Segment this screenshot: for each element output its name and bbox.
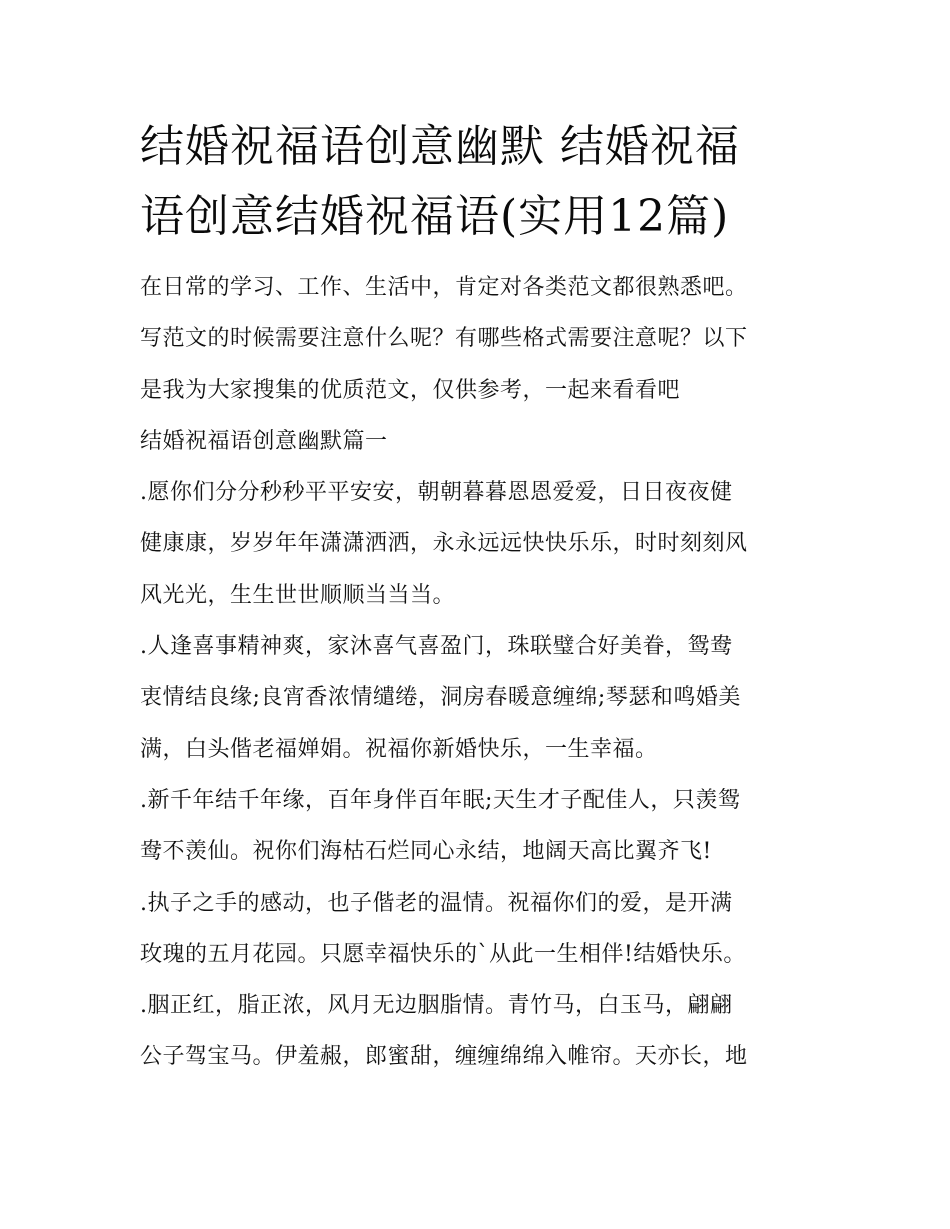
document-body: [140, 262, 820, 1083]
document-page: [140, 112, 820, 1083]
paragraph-line: 公子驾宝马。伊羞赧，郎蜜甜，缠缠绵绵入帷帘。天亦长，地: [140, 1044, 748, 1070]
paragraph-line: .执子之手的感动，也子偕老的温情。祝福你们的爱，是开满: [140, 890, 733, 916]
paragraph-line: .胭正红，脂正浓，风月无边胭脂情。青竹马，白玉马，翩翩: [140, 993, 733, 1019]
paragraph-line: 衷情结良缘;良宵香浓情缱绻，洞房春暖意缠绵;琴瑟和鸣婚美: [140, 685, 741, 711]
paragraph-line: .新千年结千年缘，百年身伴百年眠;天生才子配佳人，只羡鸳: [140, 787, 741, 813]
paragraph-line: .人逢喜事精神爽，家沐喜气喜盈门，珠联璧合好美眷，鸳鸯: [140, 634, 733, 660]
paragraph-line: .愿你们分分秒秒平平安安，朝朝暮暮恩恩爱爱，日日夜夜健: [140, 480, 733, 506]
document-title: [140, 112, 820, 252]
title-line-2: 语创意结婚祝福语(实用12篇): [140, 191, 730, 242]
paragraph-line: 风光光，生生世世顺顺当当当。: [140, 582, 456, 608]
paragraph-line: 玫瑰的五月花园。只愿幸福快乐的`从此一生相伴!结婚快乐。: [140, 941, 746, 967]
intro-line: 在日常的学习、工作、生活中，肯定对各类范文都很熟悉吧。: [140, 275, 748, 300]
paragraph-line: 满，白头偕老福婵娟。祝福你新婚快乐，一生幸福。: [140, 736, 658, 762]
title-line-1: 结婚祝福语创意幽默 结婚祝福: [140, 121, 740, 172]
paragraph-line: 鸯不羡仙。祝你们海枯石烂同心永结，地阔天高比翼齐飞!: [140, 839, 712, 865]
section-heading: 结婚祝福语创意幽默篇一: [140, 428, 388, 454]
intro-line: 写范文的时候需要注意什么呢？有哪些格式需要注意呢？以下: [140, 326, 748, 352]
intro-line: 是我为大家搜集的优质范文，仅供参考，一起来看看吧: [140, 377, 681, 403]
paragraph-line: 健康康，岁岁年年潇潇洒洒，永永远远快快乐乐，时时刻刻风: [140, 531, 748, 557]
